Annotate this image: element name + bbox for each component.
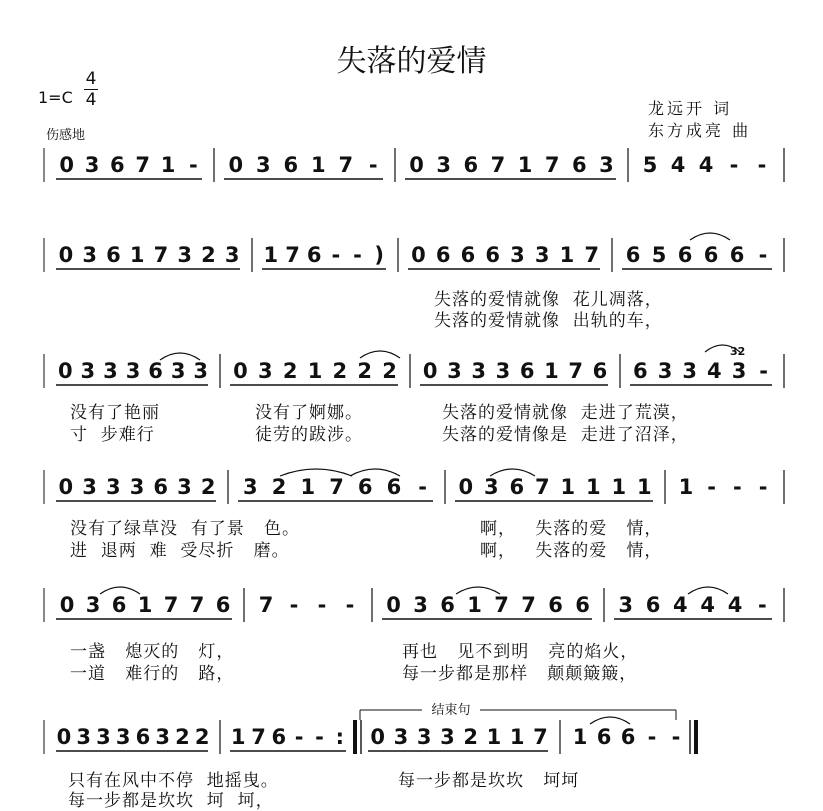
note: 2	[382, 359, 397, 383]
note: 6	[596, 725, 612, 749]
note: 2	[194, 725, 210, 749]
note: 2	[357, 359, 373, 383]
note: 3	[393, 725, 409, 749]
note: 3	[413, 593, 428, 617]
note: 0	[57, 359, 73, 383]
note: 4	[670, 153, 686, 177]
note: 0	[370, 725, 385, 749]
note: 6	[106, 243, 121, 267]
note: -	[707, 475, 716, 499]
note: -	[345, 593, 355, 617]
note: 3	[84, 153, 100, 177]
note: 7	[135, 153, 150, 177]
note: 0	[59, 153, 74, 177]
note: 6	[592, 359, 608, 383]
note: -	[294, 725, 304, 749]
note: 6	[215, 593, 231, 617]
note: -	[331, 243, 341, 267]
note: 6	[357, 475, 373, 499]
note: 6	[485, 243, 500, 267]
note: 1	[636, 475, 652, 499]
note: 6	[271, 725, 287, 749]
note: 5	[651, 243, 667, 267]
note: 3	[731, 359, 747, 383]
note: 7	[494, 593, 509, 617]
note: 2	[463, 725, 478, 749]
note: -	[758, 243, 768, 267]
note: 3	[96, 725, 111, 749]
note: 3	[177, 475, 192, 499]
note: 3	[80, 359, 96, 383]
note: 3	[243, 475, 258, 499]
note: 6	[572, 153, 587, 177]
key-signature: 1=C	[38, 88, 73, 107]
tie-slur	[590, 717, 630, 724]
note: 1	[678, 475, 694, 499]
note: 3	[82, 475, 97, 499]
note: 2	[200, 475, 216, 499]
note: 6	[283, 153, 299, 177]
note: 6	[435, 243, 451, 267]
lyric-line: 啊， 失落的爱 情，	[480, 519, 663, 539]
lyric-line: 失落的爱情就像 走进了荒漠，	[442, 403, 689, 423]
note: 6	[729, 243, 745, 267]
note: 7	[534, 475, 550, 499]
note: 3	[177, 243, 192, 267]
note: 4	[673, 593, 688, 617]
note: 3	[447, 359, 462, 383]
composer-credit: 东方成亮 曲	[648, 121, 752, 140]
note: -	[733, 475, 742, 499]
note: -	[758, 475, 768, 499]
note: 1	[160, 153, 176, 177]
lyric-line: 一盏 熄灭的 灯，	[70, 642, 235, 662]
note: -	[289, 593, 299, 617]
tie-slur	[360, 351, 400, 358]
lyricist-credit: 龙远开 词	[648, 99, 733, 118]
tempo-mark: 伤感地	[46, 128, 86, 143]
note: 4	[727, 593, 743, 617]
note: 3	[495, 359, 511, 383]
time-signature-bottom: 4	[85, 90, 97, 110]
note: 6	[460, 243, 476, 267]
note: 1	[585, 475, 601, 499]
note: 6	[703, 243, 719, 267]
note: 2	[175, 725, 190, 749]
note: 7	[329, 475, 344, 499]
lyric-line: 徒劳的跋涉。	[255, 425, 363, 445]
note: 7	[568, 359, 583, 383]
note: 1	[560, 475, 576, 499]
note: -	[315, 725, 324, 749]
note: 3	[618, 593, 633, 617]
note: 6	[386, 475, 402, 499]
note: 6	[111, 593, 127, 617]
note: 1	[307, 359, 323, 383]
note: 1	[544, 359, 559, 383]
note: 0	[233, 359, 248, 383]
note: 3	[440, 725, 455, 749]
note: 6	[148, 359, 163, 383]
note: 7	[338, 153, 354, 177]
note: 0	[386, 593, 401, 617]
note: 0	[411, 243, 426, 267]
lyric-line: 失落的爱情像是 走进了沼泽，	[442, 425, 689, 445]
note: -	[418, 475, 428, 499]
lyric-line: 每一步都是坎坎 坷 坷，	[68, 791, 274, 811]
note: -	[188, 153, 198, 177]
note: 3	[416, 725, 432, 749]
note: 3	[85, 593, 101, 617]
note: 4	[698, 153, 714, 177]
note: 7	[584, 243, 599, 267]
note: 3	[103, 359, 118, 383]
note: 4	[707, 359, 722, 383]
note: 1	[263, 243, 279, 267]
note: 1	[509, 725, 525, 749]
note: 7	[189, 593, 205, 617]
note: 3	[471, 359, 486, 383]
note: 6	[620, 725, 636, 749]
note: 0	[458, 475, 474, 499]
lyric-line: 一道 难行的 路，	[70, 664, 235, 684]
note: 3	[125, 359, 141, 383]
note: 7	[163, 593, 179, 617]
note: 6	[306, 243, 322, 267]
note: 0	[409, 153, 424, 177]
note: 1	[559, 243, 575, 267]
note: 1	[300, 475, 316, 499]
note: 3	[436, 153, 451, 177]
note: 6	[633, 359, 648, 383]
note: 0	[58, 475, 74, 499]
note: 6	[575, 593, 590, 617]
note: 6	[677, 243, 693, 267]
note: 6	[645, 593, 661, 617]
note: -	[757, 593, 767, 617]
note: 6	[625, 243, 641, 267]
note: 7	[490, 153, 506, 177]
lyric-line: 寸 步难行	[70, 425, 155, 445]
note: 3	[534, 243, 550, 267]
lyric-line: 没有了婀娜。	[255, 403, 363, 423]
lyric-line: 失落的爱情就像 出轨的车，	[434, 311, 663, 331]
note: 0	[56, 725, 72, 749]
note: 3	[155, 725, 170, 749]
grace-note: 32	[730, 345, 746, 358]
note: 1	[486, 725, 502, 749]
note: 3	[255, 153, 271, 177]
note: 3	[82, 243, 97, 267]
note: 3	[682, 359, 697, 383]
note: 6	[135, 725, 151, 749]
note: -	[757, 153, 767, 177]
note: 5	[642, 153, 658, 177]
note: 3	[657, 359, 673, 383]
note: 3	[115, 725, 131, 749]
note: 1	[467, 593, 482, 617]
note: -	[671, 725, 681, 749]
note: 1	[517, 153, 533, 177]
note: )	[374, 243, 384, 267]
note: 3	[129, 475, 145, 499]
note: 6	[519, 359, 535, 383]
note: 3	[193, 359, 209, 383]
note: 2	[282, 359, 298, 383]
lyric-line: 进 退两 难 受尽折 磨。	[70, 541, 290, 561]
note: 7	[285, 243, 300, 267]
note: 3	[483, 475, 499, 499]
note: 6	[509, 475, 525, 499]
note: 6	[153, 475, 169, 499]
song-title: 失落的爱情	[336, 44, 487, 79]
note: 1	[137, 593, 153, 617]
note: -	[317, 593, 327, 617]
note: 1	[310, 153, 326, 177]
note: 3	[599, 153, 614, 177]
note: 7	[251, 725, 266, 749]
note: 2	[201, 243, 216, 267]
note: -	[647, 725, 657, 749]
tie-slur	[690, 233, 730, 240]
ending-label: 结束句	[431, 703, 471, 718]
note: 3	[170, 359, 186, 383]
note: 7	[544, 153, 560, 177]
note: 7	[258, 593, 274, 617]
note: 1	[572, 725, 588, 749]
note: 4	[700, 593, 715, 617]
note: 2	[271, 475, 287, 499]
lyric-line: 每一步都是坎坎 坷坷	[398, 771, 580, 791]
lyric-line: 每一步都是那样 颠颠簸簸，	[402, 664, 638, 684]
lyric-line: 失落的爱情就像 花儿凋落，	[434, 290, 663, 310]
note: :	[335, 725, 345, 749]
note: -	[729, 153, 739, 177]
note: 3	[510, 243, 525, 267]
note: 1	[611, 475, 627, 499]
lyric-line: 啊， 失落的爱 情，	[480, 541, 663, 561]
note: 7	[533, 725, 548, 749]
time-signature-top: 4	[85, 69, 97, 89]
note: 3	[257, 359, 273, 383]
lyric-line: 只有在风中不停 地摇曳。	[68, 771, 279, 791]
note: 0	[59, 593, 75, 617]
note: 7	[153, 243, 169, 267]
note: 0	[228, 153, 244, 177]
lyric-line: 没有了绿草没 有了景 色。	[70, 519, 301, 539]
note: 6	[440, 593, 455, 617]
note: 2	[332, 359, 348, 383]
note: -	[759, 359, 769, 383]
note: 1	[230, 725, 246, 749]
lyric-line: 没有了艳丽	[70, 403, 160, 423]
note: 6	[110, 153, 125, 177]
note: 6	[548, 593, 563, 617]
note: 3	[105, 475, 121, 499]
note: -	[368, 153, 378, 177]
note: 3	[224, 243, 240, 267]
note: 7	[521, 593, 536, 617]
note: 6	[463, 153, 479, 177]
note: -	[353, 243, 362, 267]
note: 0	[422, 359, 438, 383]
note: 1	[129, 243, 145, 267]
note: 0	[58, 243, 74, 267]
note: 3	[76, 725, 91, 749]
lyric-line: 再也 见不到明 亮的焰火，	[402, 642, 639, 662]
